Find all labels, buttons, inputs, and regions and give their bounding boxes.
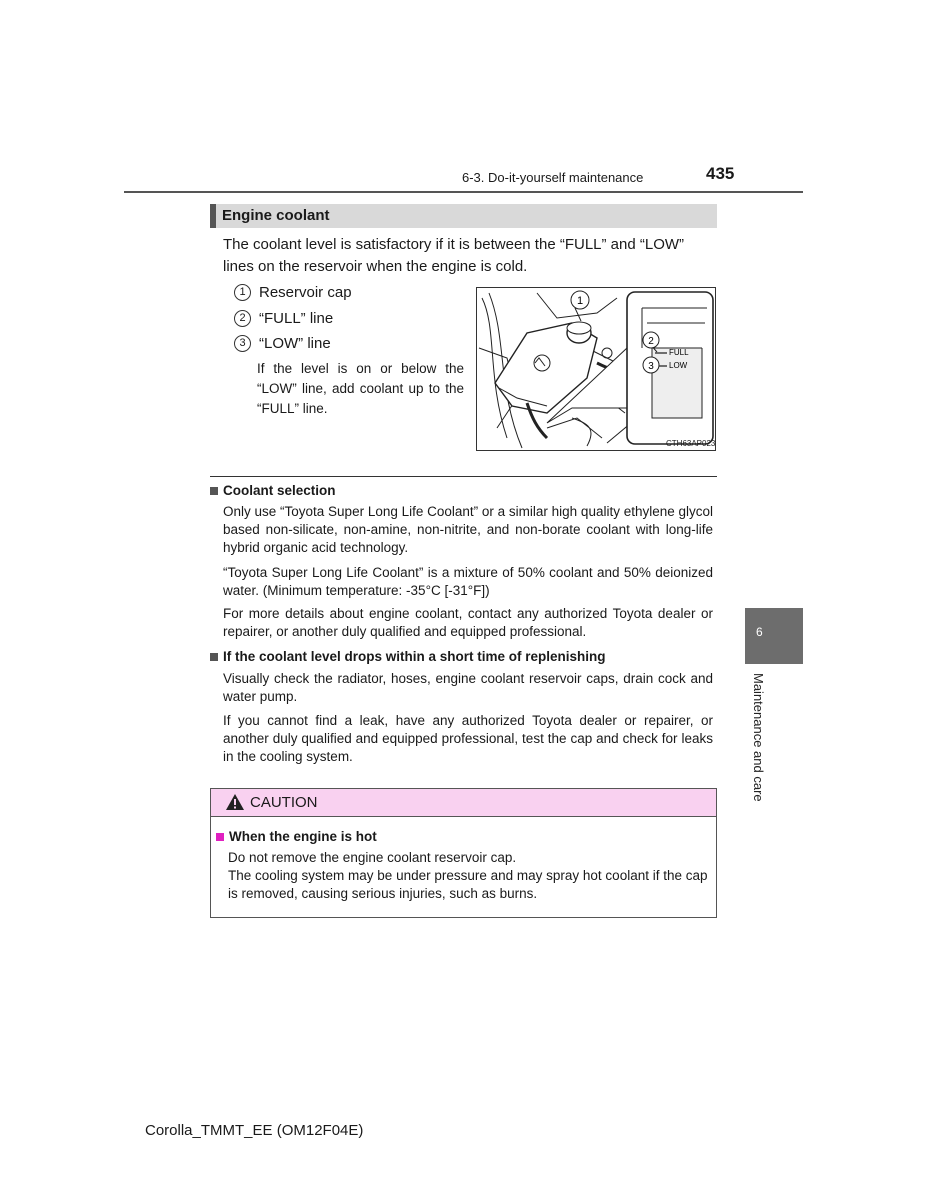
callout-number: 1 — [234, 284, 251, 301]
coolant-selection-title: Coolant selection — [223, 483, 336, 498]
caution-header — [211, 789, 716, 817]
chapter-tab — [745, 608, 803, 664]
callout-2 — [643, 332, 659, 348]
svg-text:2: 2 — [648, 336, 654, 347]
running-header-section: 6-3. Do-it-yourself maintenance — [462, 170, 644, 185]
legend-note: If the level is on or below the “LOW” line, add coolant up to the “FULL” line. — [257, 361, 464, 416]
bullet-square-icon — [216, 833, 224, 841]
caution-subheading — [216, 829, 377, 844]
caution-box — [210, 788, 717, 918]
coolant-drop-heading — [210, 649, 606, 664]
coolant-selection-paragraph-1: Only use “Toyota Super Long Life Coolant” or a similar high quality ethylene glycol based non-silicate, non-amine, non-nitrite, and non-borate coolant with long-life hybrid organic acid technology. — [223, 504, 714, 555]
bullet-square-icon — [210, 487, 218, 495]
legend-label: Reservoir cap — [259, 284, 352, 301]
section-heading-bar — [210, 204, 216, 228]
coolant-selection-heading — [210, 483, 336, 498]
legend-label: “LOW” line — [259, 335, 331, 352]
intro-paragraph: The coolant level is satisfactory if it is between the “FULL” and “LOW” lines on the reservoir when the engine is cold. — [223, 236, 685, 275]
reservoir-full-mark: FULL — [669, 348, 689, 357]
callout-number: 3 — [234, 335, 251, 352]
callout-3 — [643, 357, 659, 373]
caution-line-1: Do not remove the engine coolant reservoir cap. — [228, 850, 517, 865]
bullet-square-icon — [210, 653, 218, 661]
legend-item-reservoir-cap — [234, 284, 352, 301]
warning-triangle-icon — [225, 793, 245, 811]
coolant-drop-paragraph-2: If you cannot find a leak, have any authorized Toyota dealer or repairer, or another duly qualified and equipped professional, test the cap and check for leaks in the cooling system. — [223, 713, 713, 764]
illustration-code: CTH63AP023 — [666, 439, 716, 448]
section-divider — [210, 476, 717, 477]
page-number: 435 — [706, 164, 735, 183]
legend-label: “FULL” line — [259, 310, 334, 327]
caution-line-2: The cooling system may be under pressure and may spray hot coolant if the cap is removed, causing serious injuries, such as burns. — [228, 868, 708, 901]
coolant-drop-paragraph-1: Visually check the radiator, hoses, engine coolant reservoir caps, drain cock and water pump. — [223, 671, 713, 704]
engine-bay-drawing — [477, 288, 716, 451]
coolant-selection-paragraph-2: “Toyota Super Long Life Coolant” is a mixture of 50% coolant and 50% deionized water. (Minimum temperature: -35°C [-31°F]) — [223, 565, 713, 598]
callout-1 — [571, 291, 589, 309]
footer-doc-id: Corolla_TMMT_EE (OM12F04E) — [145, 1122, 364, 1139]
caution-title: CAUTION — [250, 794, 318, 811]
coolant-selection-paragraph-3: For more details about engine coolant, contact any authorized Toyota dealer or repairer, or another duly qualified and equipped professional. — [223, 606, 713, 639]
legend-item-low-line — [234, 335, 331, 352]
callout-number: 2 — [234, 310, 251, 327]
reservoir-low-mark: LOW — [669, 361, 688, 370]
chapter-number: 6 — [756, 625, 763, 639]
section-heading — [210, 204, 717, 228]
section-title: Engine coolant — [222, 207, 330, 224]
caution-subheading-text: When the engine is hot — [229, 829, 377, 844]
legend-item-full-line — [234, 310, 333, 327]
coolant-drop-title: If the coolant level drops within a short time of replenishing — [223, 649, 606, 664]
svg-text:1: 1 — [576, 295, 584, 307]
chapter-label: Maintenance and care — [751, 673, 766, 802]
svg-text:3: 3 — [648, 361, 654, 372]
header-rule — [124, 191, 803, 193]
engine-coolant-illustration — [476, 287, 716, 451]
